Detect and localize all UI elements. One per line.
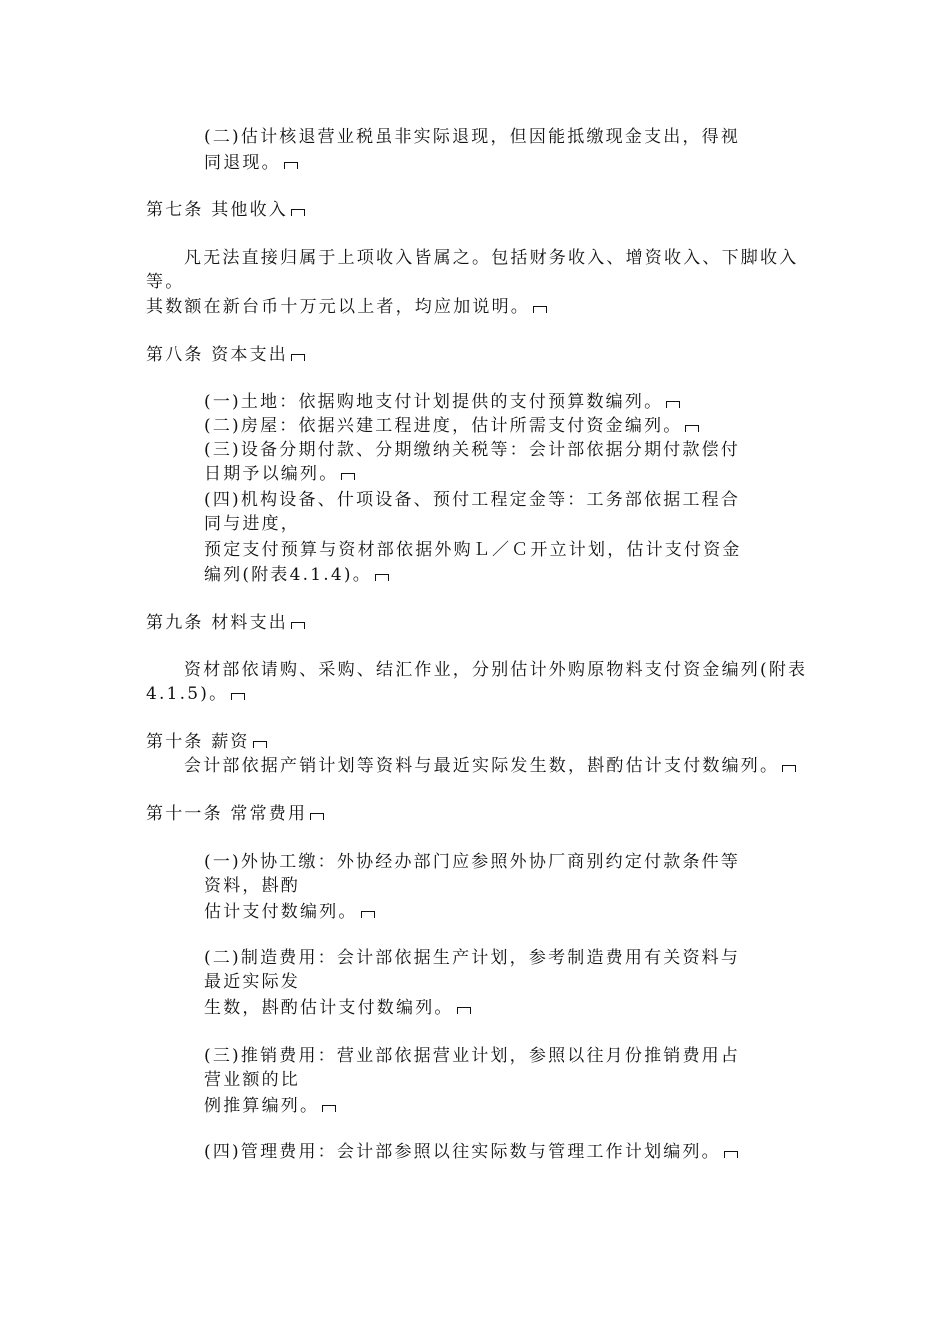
text-line-content: 同退现。 [204,153,281,173]
text-line-content: (二)估计核退营业税虽非实际退现，但因能抵缴现金支出，得视 [204,127,741,147]
text-line-content: 第十一条 常常费用 [146,804,308,824]
paragraph-mark-icon [684,422,700,432]
text-line [204,1044,740,1068]
text-line [146,682,246,706]
text-line [204,900,376,924]
paragraph-mark-icon [781,762,797,772]
text-line-content: 例推算编列。 [204,1096,320,1116]
text-line-content: (一)外协工缴：外协经办部门应参照外协厂商别约定付款条件等 [204,852,741,872]
text-line-content: (三)设备分期付款、分期缴纳关税等：会计部依据分期付款偿付 [204,440,741,460]
paragraph-mark-icon [290,351,306,361]
text-line-content: 估计支付数编列。 [204,902,358,922]
text-line [204,488,740,512]
text-line-content: 会计部依据产销计划等资料与最近实际发生数，斟酌估计支付数编列。 [184,756,780,776]
paragraph-mark-icon [340,470,356,480]
text-line [204,1068,300,1092]
paragraph-mark-icon [374,571,390,581]
text-line [146,730,268,754]
text-line [146,270,184,294]
paragraph-mark-icon [290,619,306,629]
paragraph-mark-icon [360,908,376,918]
text-line-content: 生数，斟酌估计支付数编列。 [204,998,454,1018]
text-line [204,151,299,175]
text-line [146,295,548,319]
text-line [146,611,306,635]
text-line-content: 其数额在新台币十万元以上者，均应加说明。 [146,297,530,317]
text-line-content: 第九条 材料支出 [146,613,289,633]
text-line-content: (四)管理费用：会计部参照以往实际数与管理工作计划编列。 [204,1142,721,1162]
text-line-content: 同与进度， [204,514,300,534]
text-line [204,874,300,898]
text-line-content: 资料，斟酌 [204,876,300,896]
text-line [146,343,306,367]
text-line-content: (二)房屋：依据兴建工程进度，估计所需支付资金编列。 [204,416,683,436]
text-line [204,462,356,486]
text-line [204,1140,739,1164]
text-line-content: (一)土地：依据购地支付计划提供的支付预算数编列。 [204,392,664,412]
paragraph-mark-icon [456,1004,472,1014]
text-line-content: 第十条 薪资 [146,732,250,752]
paragraph-mark-icon [665,398,681,408]
paragraph-mark-icon [532,303,548,313]
text-line [204,538,742,562]
paragraph-mark-icon [230,690,246,700]
text-line-content: 资材部依请购、采购、结汇作业，分别估计外购原物料支付资金编列(附表 [184,660,808,680]
text-line-content: 等。 [146,272,185,292]
text-line [184,658,807,682]
paragraph-mark-icon [290,206,306,216]
text-line [204,438,740,462]
text-line [204,390,681,414]
text-line-content: (四)机构设备、什项设备、预付工程定金等：工务部依据工程合 [204,490,741,510]
text-line-content: 日期予以编列。 [204,464,339,484]
text-line [204,563,390,587]
text-line [204,970,300,994]
text-line [204,850,740,874]
text-line [146,802,325,826]
paragraph-mark-icon [723,1148,739,1158]
text-line [184,246,798,270]
text-line [204,512,300,536]
text-line [146,198,306,222]
paragraph-mark-icon [321,1102,337,1112]
text-line-content: (三)推销费用：营业部依据营业计划，参照以往月份推销费用占 [204,1046,741,1066]
text-line-content: 最近实际发 [204,972,300,992]
paragraph-mark-icon [283,159,299,169]
text-line [184,754,797,778]
text-line-content: 编列(附表4.1.4)。 [204,565,372,585]
text-line [204,1094,337,1118]
text-line-content: (二)制造费用：会计部依据生产计划，参考制造费用有关资料与 [204,948,741,968]
text-line-content: 第七条 其他收入 [146,200,289,220]
paragraph-mark-icon [252,738,268,748]
text-line [204,996,472,1020]
text-line-content: 营业额的比 [204,1070,300,1090]
text-line [204,414,700,438]
text-line-content: 4.1.5)。 [146,684,229,704]
text-line [204,946,740,970]
text-line [204,125,740,149]
text-line-content: 凡无法直接归属于上项收入皆属之。包括财务收入、增资收入、下脚收入 [184,248,799,268]
text-line-content: 第八条 资本支出 [146,345,289,365]
text-line-content: 预定支付预算与资材部依据外购Ｌ／Ｃ开立计划，估计支付资金 [204,540,742,560]
paragraph-mark-icon [309,810,325,820]
